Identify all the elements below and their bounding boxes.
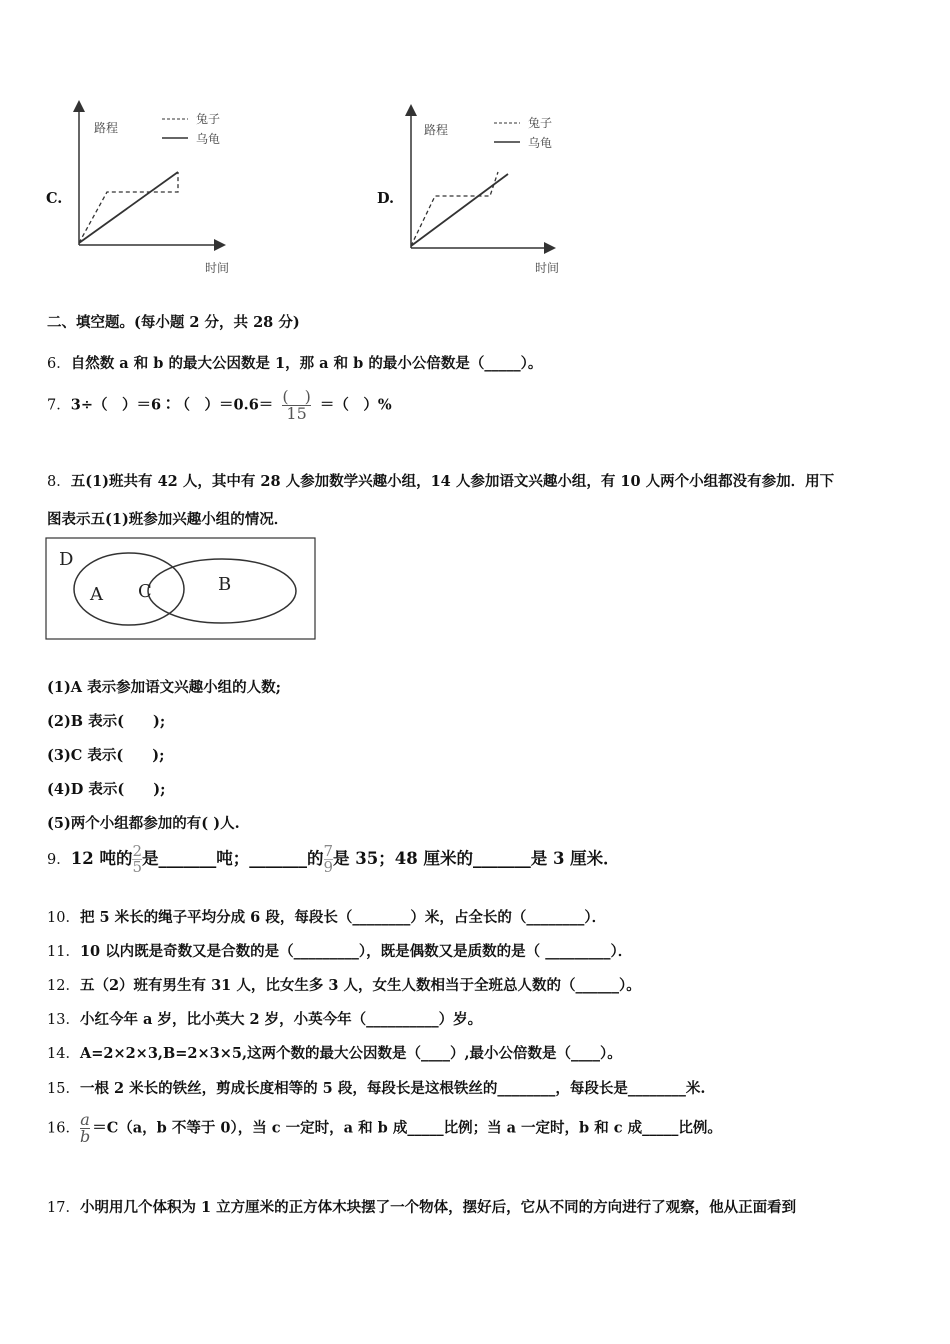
question-10: 10．把 5 米长的绳子平均分成 6 段，每段长（________）米，占全长的（________）． xyxy=(47,909,607,926)
question-6: 6．自然数 a 和 b 的最大公因数是 1，那 a 和 b 的最小公倍数是（_____）。 xyxy=(47,355,543,372)
q8-sub-1: (1)A 表示参加语文兴趣小组的人数; xyxy=(47,679,281,696)
fraction-7-9: $\frac{7}{9}$ xyxy=(323,842,334,876)
question-16: 16． $\frac{a}{b}$ ＝C（a，b 不等于 0），当 c 一定时，a 和 b 成_____比例；当 a 一定时，b 和 c 成_____比例。 xyxy=(47,1110,722,1146)
question-8-line1: 8．五(1)班共有 42 人，其中有 28 人参加数学兴趣小组，14 人参加语文兴趣小组，有 10 人两个小组都没有参加．用下 xyxy=(47,473,835,490)
question-13: 13．小红今年 a 岁，比小英大 2 岁，小英今年（__________）岁。 xyxy=(47,1011,483,1028)
q8-sub-5: (5)两个小组都参加的有( )人. xyxy=(47,815,240,832)
fraction-a-b: $\frac{a}{b}$ xyxy=(79,1110,91,1146)
q8-sub-3: (3)C 表示( ); xyxy=(47,747,165,764)
rabbit-line xyxy=(411,172,498,246)
question-17: 17．小明用几个体积为 1 立方厘米的正方体木块摆了一个物体，摆好后，它从不同的方向进行了观察，他从正面看到 xyxy=(47,1199,797,1216)
question-11: 11．10 以内既是奇数又是合数的是（_________），既是偶数又是质数的是（ _________）． xyxy=(47,943,633,960)
option-c-label: C. xyxy=(46,190,63,207)
x-axis-label: 时间 xyxy=(205,261,230,275)
legend-rabbit: 兔子 xyxy=(196,112,221,126)
question-14: 14．A=2×2×3,B=2×3×5,这两个数的最大公因数是（____）,最小公倍数是（____）。 xyxy=(47,1045,622,1062)
legend-rabbit: 兔子 xyxy=(528,116,553,130)
y-axis-label: 路程 xyxy=(424,123,449,137)
venn-diagram xyxy=(45,537,317,641)
q8-sub-4: (4)D 表示( ); xyxy=(47,781,166,798)
y-axis-label: 路程 xyxy=(94,121,119,135)
fraction-blank-over-15: $\frac{( )}{15}$ xyxy=(282,387,311,423)
section-title: 二、填空题。(每小题 2 分，共 28 分) xyxy=(47,314,300,331)
question-8-line2: 图表示五(1)班参加兴趣小组的情况． xyxy=(47,511,289,528)
region-c-label: C xyxy=(138,581,152,602)
tortoise-line xyxy=(411,174,508,246)
chart-option-c xyxy=(60,100,250,280)
tortoise-line xyxy=(79,172,178,243)
x-axis-label: 时间 xyxy=(535,261,560,275)
q8-sub-2: (2)B 表示( ); xyxy=(47,713,166,730)
legend-tortoise: 乌龟 xyxy=(528,136,553,150)
region-b-label: B xyxy=(218,574,232,595)
region-a-label: A xyxy=(90,584,103,605)
chart-option-d xyxy=(390,104,580,284)
venn-frame xyxy=(46,538,315,639)
question-9: 9．12 吨的 $\frac{2}{5}$ 是_______吨；_______的 $\frac{7}{9}$ 是 35；48 厘米的_______是 3 厘米． xyxy=(47,842,620,876)
question-12: 12．五（2）班有男生有 31 人，比女生多 3 人，女生人数相当于全班总人数的（______）。 xyxy=(47,977,641,994)
region-d-label: D xyxy=(59,549,74,570)
fraction-2-5: $\frac{2}{5}$ xyxy=(132,842,142,876)
option-d-label: D. xyxy=(377,190,395,207)
question-7: 7．3÷（ ）＝6∶（ ）＝0.6＝ $\frac{( )}{15}$ ＝（ ）% xyxy=(47,387,392,423)
question-15: 15．一根 2 米长的铁丝，剪成长度相等的 5 段，每段长是这根铁丝的________，每段长是________米. xyxy=(47,1080,706,1097)
legend-tortoise: 乌龟 xyxy=(196,132,221,146)
